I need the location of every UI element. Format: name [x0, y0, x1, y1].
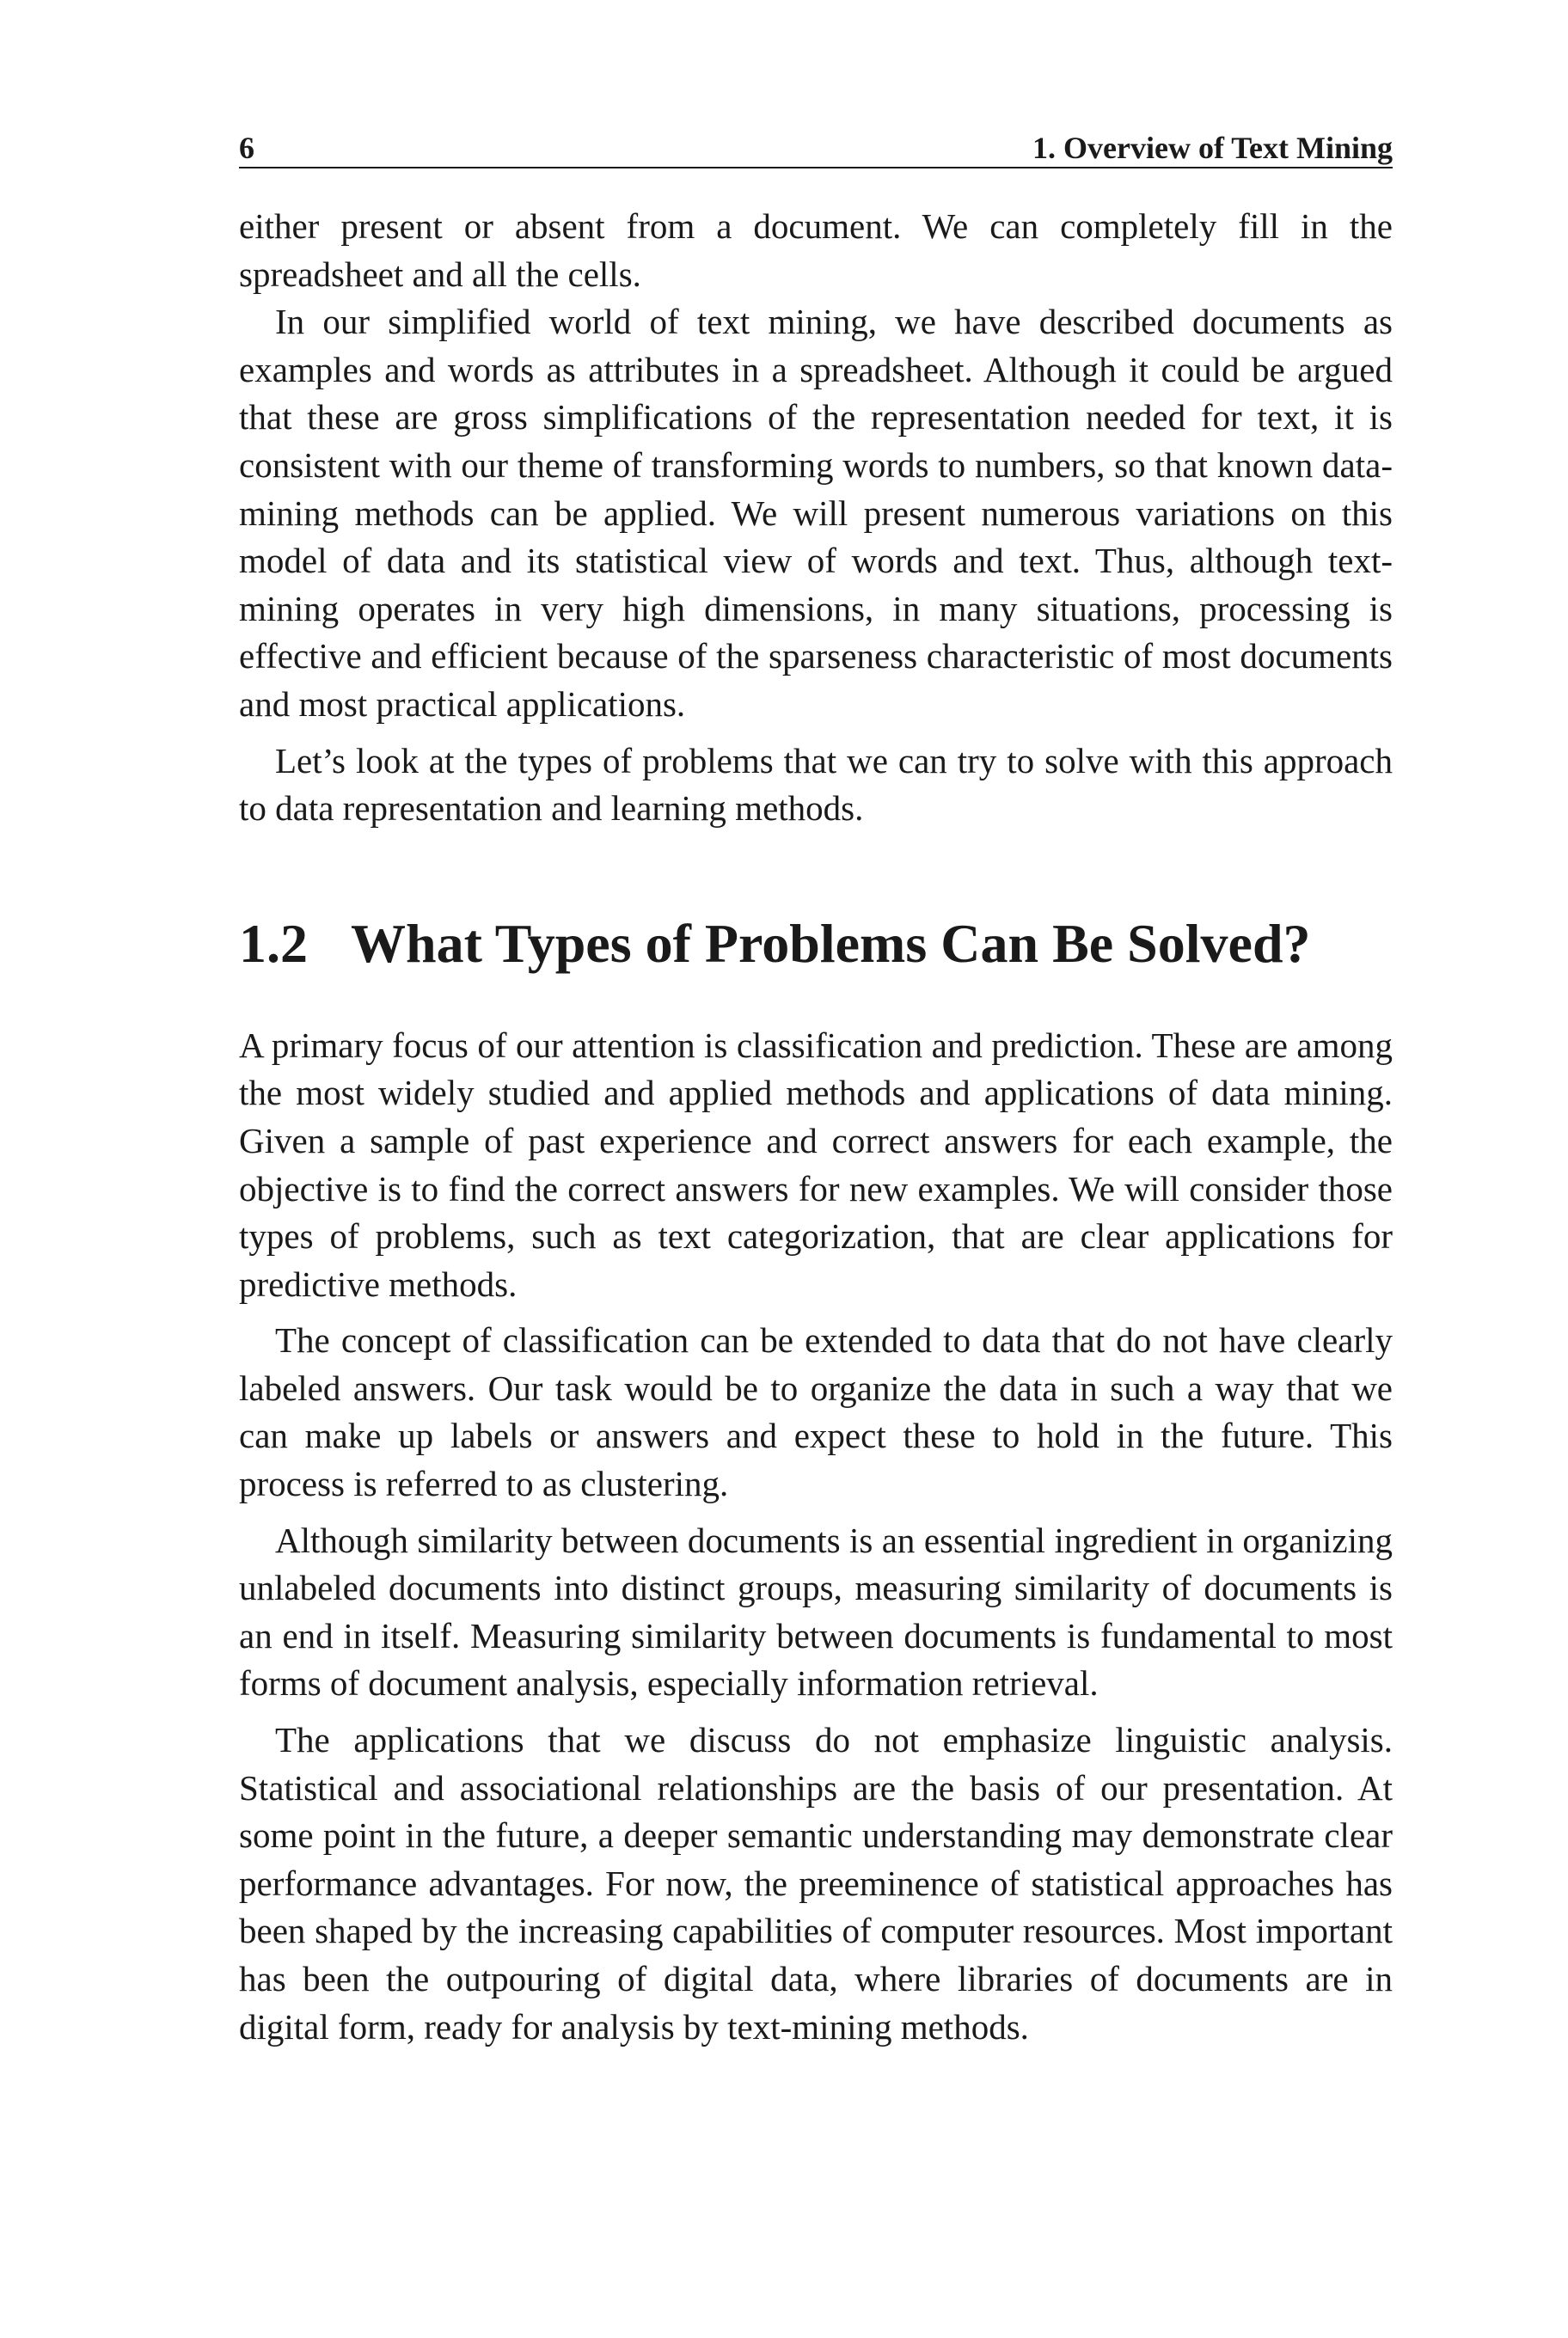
- paragraph: The applications that we discuss do not emphasize linguistic analysis. Statistical and associational relationships are the basis of our presentation. At some point in the future, a deeper semantic understanding may demonstrate clear performance advantages. For now, the preeminence of statistical approaches has been shaped by the increasing capabilities of computer resources. Most important has been the outpouring of digital data, where libraries of documents are in digital form, ready for analysis by text-mining methods.: [239, 1720, 1393, 2047]
- paragraph: either present or absent from a document. We can completely fill in the spreadsheet and all the cells.: [239, 206, 1393, 294]
- book-page: [239, 120, 1393, 2051]
- chapter-title: 1. Overview of Text Mining: [1032, 131, 1393, 165]
- body-text-before-section: [239, 203, 1393, 833]
- paragraph: In our simplified world of text mining, we have described documents as examples and words as attributes in a spreadsheet. Although it could be argued that these are gross simplifications of the representation needed for text, it is consistent with our theme of transforming words to numbers, so that known data-mining methods can be applied. We will present numerous variations on this model of data and its statistical view of words and text. Thus, although text-mining operates in very high dimensions, in many situations, processing is effective and efficient because of the sparseness characteristic of most documents and most practical applications.: [239, 302, 1393, 724]
- section-title: What Types of Problems Can Be Solved?: [351, 912, 1311, 974]
- page-number: 6: [239, 131, 254, 165]
- running-head: [239, 120, 1393, 168]
- section-number: 1.2: [239, 912, 308, 974]
- section-heading: [239, 912, 1393, 976]
- paragraph: The concept of classification can be extended to data that do not have clearly labeled answers. Our task would be to organize the data in such a way that we can make up labels or answers and expect these to hold in the future. This process is referred to as clustering.: [239, 1320, 1393, 1504]
- paragraph: Let’s look at the types of problems that we can try to solve with this approach to data representation and learning methods.: [239, 740, 1393, 829]
- body-text-after-section: [239, 1022, 1393, 2051]
- paragraph: A primary focus of our attention is classification and prediction. These are among the most widely studied and applied methods and applications of data mining. Given a sample of past experience and correct answers for each example, the objective is to find the correct answers for new examples. We will consider those types of problems, such as text categorization, that are clear applications for predictive methods.: [239, 1025, 1393, 1304]
- paragraph: Although similarity between documents is an essential ingredient in organizing unlabeled documents into distinct groups, measuring similarity of documents is an end in itself. Measuring similarity between documents is fundamental to most forms of document analysis, especially information retrieval.: [239, 1520, 1393, 1704]
